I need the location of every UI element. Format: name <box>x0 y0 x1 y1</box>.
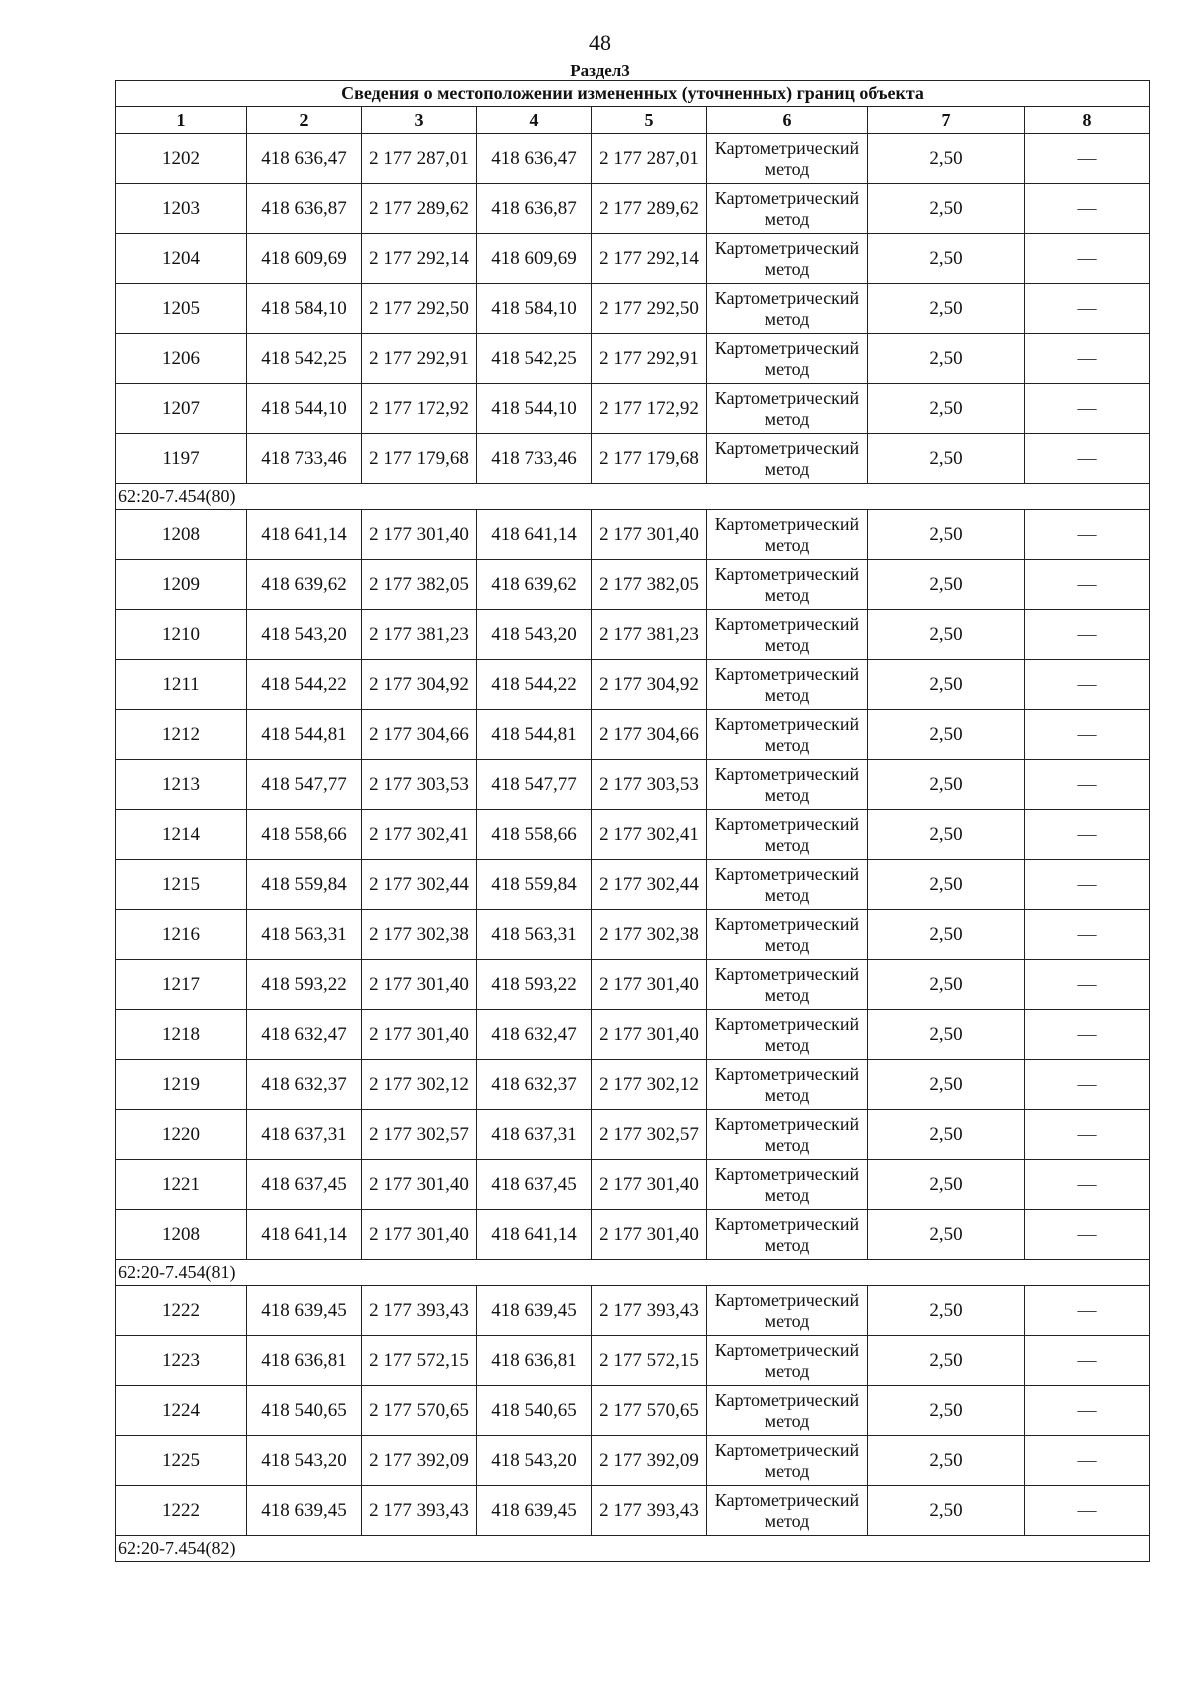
method-cell: Картометрический метод <box>707 184 868 234</box>
y-existing-cell: 2 177 302,57 <box>362 1110 477 1160</box>
x-existing-cell: 418 636,81 <box>247 1336 362 1386</box>
method-cell: Картометрический метод <box>707 1486 868 1536</box>
y-new-cell: 2 177 172,92 <box>592 384 707 434</box>
y-new-cell: 2 177 381,23 <box>592 610 707 660</box>
accuracy-cell: 2,50 <box>868 1160 1025 1210</box>
accuracy-cell: 2,50 <box>868 1386 1025 1436</box>
y-existing-cell: 2 177 572,15 <box>362 1336 477 1386</box>
group-label: 62:20-7.454(80) <box>116 484 1150 510</box>
point-number-cell: 1224 <box>116 1386 247 1436</box>
y-existing-cell: 2 177 303,53 <box>362 760 477 810</box>
method-cell: Картометрический метод <box>707 810 868 860</box>
x-existing-cell: 418 636,47 <box>247 134 362 184</box>
y-existing-cell: 2 177 292,50 <box>362 284 477 334</box>
y-existing-cell: 2 177 292,14 <box>362 234 477 284</box>
table-row <box>116 960 1150 1010</box>
method-cell: Картометрический метод <box>707 1286 868 1336</box>
y-existing-cell: 2 177 301,40 <box>362 1010 477 1060</box>
x-existing-cell: 418 559,84 <box>247 860 362 910</box>
point-number-cell: 1209 <box>116 560 247 610</box>
group-label: 62:20-7.454(81) <box>116 1260 1150 1286</box>
y-new-cell: 2 177 303,53 <box>592 760 707 810</box>
point-number-cell: 1216 <box>116 910 247 960</box>
table-row <box>116 1486 1150 1536</box>
x-new-cell: 418 636,47 <box>477 134 592 184</box>
description-cell: — <box>1025 660 1150 710</box>
x-existing-cell: 418 593,22 <box>247 960 362 1010</box>
y-new-cell: 2 177 392,09 <box>592 1436 707 1486</box>
y-existing-cell: 2 177 172,92 <box>362 384 477 434</box>
accuracy-cell: 2,50 <box>868 660 1025 710</box>
y-existing-cell: 2 177 301,40 <box>362 1210 477 1260</box>
description-cell: — <box>1025 384 1150 434</box>
x-new-cell: 418 593,22 <box>477 960 592 1010</box>
method-cell: Картометрический метод <box>707 1210 868 1260</box>
point-number-cell: 1220 <box>116 1110 247 1160</box>
table-row <box>116 860 1150 910</box>
point-number-cell: 1223 <box>116 1336 247 1386</box>
table-row <box>116 660 1150 710</box>
table-row <box>116 1436 1150 1486</box>
accuracy-cell: 2,50 <box>868 860 1025 910</box>
point-number-cell: 1213 <box>116 760 247 810</box>
table-row <box>116 710 1150 760</box>
x-new-cell: 418 558,66 <box>477 810 592 860</box>
y-existing-cell: 2 177 570,65 <box>362 1386 477 1436</box>
accuracy-cell: 2,50 <box>868 134 1025 184</box>
accuracy-cell: 2,50 <box>868 1336 1025 1386</box>
accuracy-cell: 2,50 <box>868 384 1025 434</box>
description-cell: — <box>1025 910 1150 960</box>
description-cell: — <box>1025 810 1150 860</box>
point-number-cell: 1211 <box>116 660 247 710</box>
point-number-cell: 1208 <box>116 510 247 560</box>
x-new-cell: 418 639,45 <box>477 1286 592 1336</box>
column-number-7: 7 <box>868 107 1025 134</box>
group-row <box>116 484 1150 510</box>
y-existing-cell: 2 177 287,01 <box>362 134 477 184</box>
x-existing-cell: 418 544,81 <box>247 710 362 760</box>
point-number-cell: 1218 <box>116 1010 247 1060</box>
y-new-cell: 2 177 301,40 <box>592 1010 707 1060</box>
method-cell: Картометрический метод <box>707 284 868 334</box>
table-row <box>116 1060 1150 1110</box>
x-new-cell: 418 544,10 <box>477 384 592 434</box>
description-cell: — <box>1025 560 1150 610</box>
method-cell: Картометрический метод <box>707 710 868 760</box>
accuracy-cell: 2,50 <box>868 1060 1025 1110</box>
table-row <box>116 334 1150 384</box>
x-existing-cell: 418 639,45 <box>247 1486 362 1536</box>
description-cell: — <box>1025 510 1150 560</box>
y-new-cell: 2 177 302,57 <box>592 1110 707 1160</box>
method-cell: Картометрический метод <box>707 334 868 384</box>
accuracy-cell: 2,50 <box>868 810 1025 860</box>
point-number-cell: 1214 <box>116 810 247 860</box>
accuracy-cell: 2,50 <box>868 1486 1025 1536</box>
point-number-cell: 1225 <box>116 1436 247 1486</box>
y-new-cell: 2 177 292,50 <box>592 284 707 334</box>
description-cell: — <box>1025 610 1150 660</box>
table-row <box>116 810 1150 860</box>
x-existing-cell: 418 641,14 <box>247 1210 362 1260</box>
point-number-cell: 1205 <box>116 284 247 334</box>
x-existing-cell: 418 639,45 <box>247 1286 362 1336</box>
x-new-cell: 418 544,81 <box>477 710 592 760</box>
accuracy-cell: 2,50 <box>868 960 1025 1010</box>
y-new-cell: 2 177 302,12 <box>592 1060 707 1110</box>
column-number-1: 1 <box>116 107 247 134</box>
accuracy-cell: 2,50 <box>868 510 1025 560</box>
y-new-cell: 2 177 179,68 <box>592 434 707 484</box>
y-new-cell: 2 177 393,43 <box>592 1286 707 1336</box>
table-row <box>116 560 1150 610</box>
accuracy-cell: 2,50 <box>868 710 1025 760</box>
x-existing-cell: 418 558,66 <box>247 810 362 860</box>
y-existing-cell: 2 177 179,68 <box>362 434 477 484</box>
x-new-cell: 418 542,25 <box>477 334 592 384</box>
point-number-cell: 1208 <box>116 1210 247 1260</box>
method-cell: Картометрический метод <box>707 384 868 434</box>
x-existing-cell: 418 547,77 <box>247 760 362 810</box>
y-new-cell: 2 177 301,40 <box>592 510 707 560</box>
accuracy-cell: 2,50 <box>868 1286 1025 1336</box>
method-cell: Картометрический метод <box>707 960 868 1010</box>
y-existing-cell: 2 177 392,09 <box>362 1436 477 1486</box>
description-cell: — <box>1025 710 1150 760</box>
x-new-cell: 418 609,69 <box>477 234 592 284</box>
y-new-cell: 2 177 302,44 <box>592 860 707 910</box>
x-new-cell: 418 641,14 <box>477 1210 592 1260</box>
accuracy-cell: 2,50 <box>868 910 1025 960</box>
x-existing-cell: 418 563,31 <box>247 910 362 960</box>
y-existing-cell: 2 177 302,44 <box>362 860 477 910</box>
accuracy-cell: 2,50 <box>868 334 1025 384</box>
x-new-cell: 418 733,46 <box>477 434 592 484</box>
accuracy-cell: 2,50 <box>868 1010 1025 1060</box>
accuracy-cell: 2,50 <box>868 234 1025 284</box>
point-number-cell: 1210 <box>116 610 247 660</box>
method-cell: Картометрический метод <box>707 660 868 710</box>
x-existing-cell: 418 637,45 <box>247 1160 362 1210</box>
y-new-cell: 2 177 292,14 <box>592 234 707 284</box>
x-existing-cell: 418 639,62 <box>247 560 362 610</box>
table-row <box>116 134 1150 184</box>
y-existing-cell: 2 177 301,40 <box>362 510 477 560</box>
boundary-coordinates-table <box>115 80 1150 1562</box>
method-cell: Картометрический метод <box>707 860 868 910</box>
group-row <box>116 1536 1150 1562</box>
x-existing-cell: 418 637,31 <box>247 1110 362 1160</box>
description-cell: — <box>1025 434 1150 484</box>
y-new-cell: 2 177 292,91 <box>592 334 707 384</box>
y-existing-cell: 2 177 382,05 <box>362 560 477 610</box>
x-existing-cell: 418 632,47 <box>247 1010 362 1060</box>
table-row <box>116 610 1150 660</box>
x-new-cell: 418 632,47 <box>477 1010 592 1060</box>
method-cell: Картометрический метод <box>707 1386 868 1436</box>
x-new-cell: 418 563,31 <box>477 910 592 960</box>
y-existing-cell: 2 177 393,43 <box>362 1486 477 1536</box>
x-existing-cell: 418 733,46 <box>247 434 362 484</box>
x-new-cell: 418 641,14 <box>477 510 592 560</box>
y-existing-cell: 2 177 381,23 <box>362 610 477 660</box>
x-existing-cell: 418 540,65 <box>247 1386 362 1436</box>
x-existing-cell: 418 584,10 <box>247 284 362 334</box>
x-new-cell: 418 559,84 <box>477 860 592 910</box>
y-new-cell: 2 177 287,01 <box>592 134 707 184</box>
table-row <box>116 1010 1150 1060</box>
y-existing-cell: 2 177 304,66 <box>362 710 477 760</box>
point-number-cell: 1222 <box>116 1486 247 1536</box>
x-existing-cell: 418 609,69 <box>247 234 362 284</box>
method-cell: Картометрический метод <box>707 134 868 184</box>
description-cell: — <box>1025 960 1150 1010</box>
y-new-cell: 2 177 301,40 <box>592 1210 707 1260</box>
point-number-cell: 1203 <box>116 184 247 234</box>
method-cell: Картометрический метод <box>707 610 868 660</box>
description-cell: — <box>1025 1336 1150 1386</box>
y-new-cell: 2 177 382,05 <box>592 560 707 610</box>
table-row <box>116 1336 1150 1386</box>
y-existing-cell: 2 177 301,40 <box>362 1160 477 1210</box>
y-existing-cell: 2 177 301,40 <box>362 960 477 1010</box>
table-row <box>116 234 1150 284</box>
x-new-cell: 418 547,77 <box>477 760 592 810</box>
table-row <box>116 910 1150 960</box>
x-new-cell: 418 639,45 <box>477 1486 592 1536</box>
y-new-cell: 2 177 570,65 <box>592 1386 707 1436</box>
point-number-cell: 1215 <box>116 860 247 910</box>
x-new-cell: 418 584,10 <box>477 284 592 334</box>
table-title: Сведения о местоположении измененных (уточненных) границ объекта <box>116 81 1150 107</box>
method-cell: Картометрический метод <box>707 1336 868 1386</box>
accuracy-cell: 2,50 <box>868 610 1025 660</box>
y-new-cell: 2 177 304,66 <box>592 710 707 760</box>
method-cell: Картометрический метод <box>707 234 868 284</box>
y-existing-cell: 2 177 289,62 <box>362 184 477 234</box>
description-cell: — <box>1025 1386 1150 1436</box>
point-number-cell: 1206 <box>116 334 247 384</box>
x-existing-cell: 418 636,87 <box>247 184 362 234</box>
group-label: 62:20-7.454(82) <box>116 1536 1150 1562</box>
accuracy-cell: 2,50 <box>868 1210 1025 1260</box>
y-new-cell: 2 177 393,43 <box>592 1486 707 1536</box>
section-label: Раздел3 <box>570 61 630 80</box>
method-cell: Картометрический метод <box>707 1110 868 1160</box>
table-row <box>116 1286 1150 1336</box>
column-number-3: 3 <box>362 107 477 134</box>
accuracy-cell: 2,50 <box>868 434 1025 484</box>
y-new-cell: 2 177 302,41 <box>592 810 707 860</box>
x-new-cell: 418 632,37 <box>477 1060 592 1110</box>
description-cell: — <box>1025 1286 1150 1336</box>
table-row <box>116 434 1150 484</box>
column-number-4: 4 <box>477 107 592 134</box>
point-number-cell: 1221 <box>116 1160 247 1210</box>
table-row <box>116 284 1150 334</box>
description-cell: — <box>1025 860 1150 910</box>
method-cell: Картометрический метод <box>707 910 868 960</box>
accuracy-cell: 2,50 <box>868 560 1025 610</box>
accuracy-cell: 2,50 <box>868 184 1025 234</box>
description-cell: — <box>1025 1010 1150 1060</box>
point-number-cell: 1207 <box>116 384 247 434</box>
method-cell: Картометрический метод <box>707 1060 868 1110</box>
method-cell: Картометрический метод <box>707 560 868 610</box>
point-number-cell: 1202 <box>116 134 247 184</box>
accuracy-cell: 2,50 <box>868 1110 1025 1160</box>
y-existing-cell: 2 177 304,92 <box>362 660 477 710</box>
y-new-cell: 2 177 572,15 <box>592 1336 707 1386</box>
column-number-8: 8 <box>1025 107 1150 134</box>
table-row <box>116 510 1150 560</box>
point-number-cell: 1197 <box>116 434 247 484</box>
x-new-cell: 418 639,62 <box>477 560 592 610</box>
y-new-cell: 2 177 301,40 <box>592 960 707 1010</box>
description-cell: — <box>1025 334 1150 384</box>
description-cell: — <box>1025 1486 1150 1536</box>
x-existing-cell: 418 543,20 <box>247 610 362 660</box>
column-number-5: 5 <box>592 107 707 134</box>
x-existing-cell: 418 641,14 <box>247 510 362 560</box>
accuracy-cell: 2,50 <box>868 760 1025 810</box>
method-cell: Картометрический метод <box>707 1010 868 1060</box>
x-existing-cell: 418 542,25 <box>247 334 362 384</box>
description-cell: — <box>1025 1060 1150 1110</box>
table-row <box>116 760 1150 810</box>
x-new-cell: 418 543,20 <box>477 1436 592 1486</box>
y-existing-cell: 2 177 302,38 <box>362 910 477 960</box>
method-cell: Картометрический метод <box>707 760 868 810</box>
x-new-cell: 418 637,31 <box>477 1110 592 1160</box>
x-new-cell: 418 544,22 <box>477 660 592 710</box>
method-cell: Картометрический метод <box>707 510 868 560</box>
table-row <box>116 1160 1150 1210</box>
page-number: 48 <box>589 30 611 55</box>
x-existing-cell: 418 544,22 <box>247 660 362 710</box>
y-existing-cell: 2 177 292,91 <box>362 334 477 384</box>
accuracy-cell: 2,50 <box>868 1436 1025 1486</box>
y-existing-cell: 2 177 302,12 <box>362 1060 477 1110</box>
description-cell: — <box>1025 1110 1150 1160</box>
point-number-cell: 1204 <box>116 234 247 284</box>
point-number-cell: 1212 <box>116 710 247 760</box>
point-number-cell: 1217 <box>116 960 247 1010</box>
description-cell: — <box>1025 134 1150 184</box>
y-existing-cell: 2 177 393,43 <box>362 1286 477 1336</box>
description-cell: — <box>1025 760 1150 810</box>
y-new-cell: 2 177 301,40 <box>592 1160 707 1210</box>
table-row <box>116 184 1150 234</box>
description-cell: — <box>1025 1210 1150 1260</box>
x-existing-cell: 418 543,20 <box>247 1436 362 1486</box>
accuracy-cell: 2,50 <box>868 284 1025 334</box>
point-number-cell: 1222 <box>116 1286 247 1336</box>
description-cell: — <box>1025 1436 1150 1486</box>
table-row <box>116 1210 1150 1260</box>
x-new-cell: 418 543,20 <box>477 610 592 660</box>
x-new-cell: 418 637,45 <box>477 1160 592 1210</box>
point-number-cell: 1219 <box>116 1060 247 1110</box>
description-cell: — <box>1025 284 1150 334</box>
column-number-6: 6 <box>707 107 868 134</box>
method-cell: Картометрический метод <box>707 434 868 484</box>
x-new-cell: 418 636,87 <box>477 184 592 234</box>
y-new-cell: 2 177 304,92 <box>592 660 707 710</box>
table-row <box>116 1110 1150 1160</box>
x-existing-cell: 418 544,10 <box>247 384 362 434</box>
x-new-cell: 418 540,65 <box>477 1386 592 1436</box>
y-new-cell: 2 177 289,62 <box>592 184 707 234</box>
column-number-2: 2 <box>247 107 362 134</box>
group-row <box>116 1260 1150 1286</box>
description-cell: — <box>1025 184 1150 234</box>
description-cell: — <box>1025 234 1150 284</box>
description-cell: — <box>1025 1160 1150 1210</box>
table-row <box>116 384 1150 434</box>
method-cell: Картометрический метод <box>707 1436 868 1486</box>
x-new-cell: 418 636,81 <box>477 1336 592 1386</box>
method-cell: Картометрический метод <box>707 1160 868 1210</box>
y-existing-cell: 2 177 302,41 <box>362 810 477 860</box>
table-row <box>116 1386 1150 1436</box>
y-new-cell: 2 177 302,38 <box>592 910 707 960</box>
x-existing-cell: 418 632,37 <box>247 1060 362 1110</box>
